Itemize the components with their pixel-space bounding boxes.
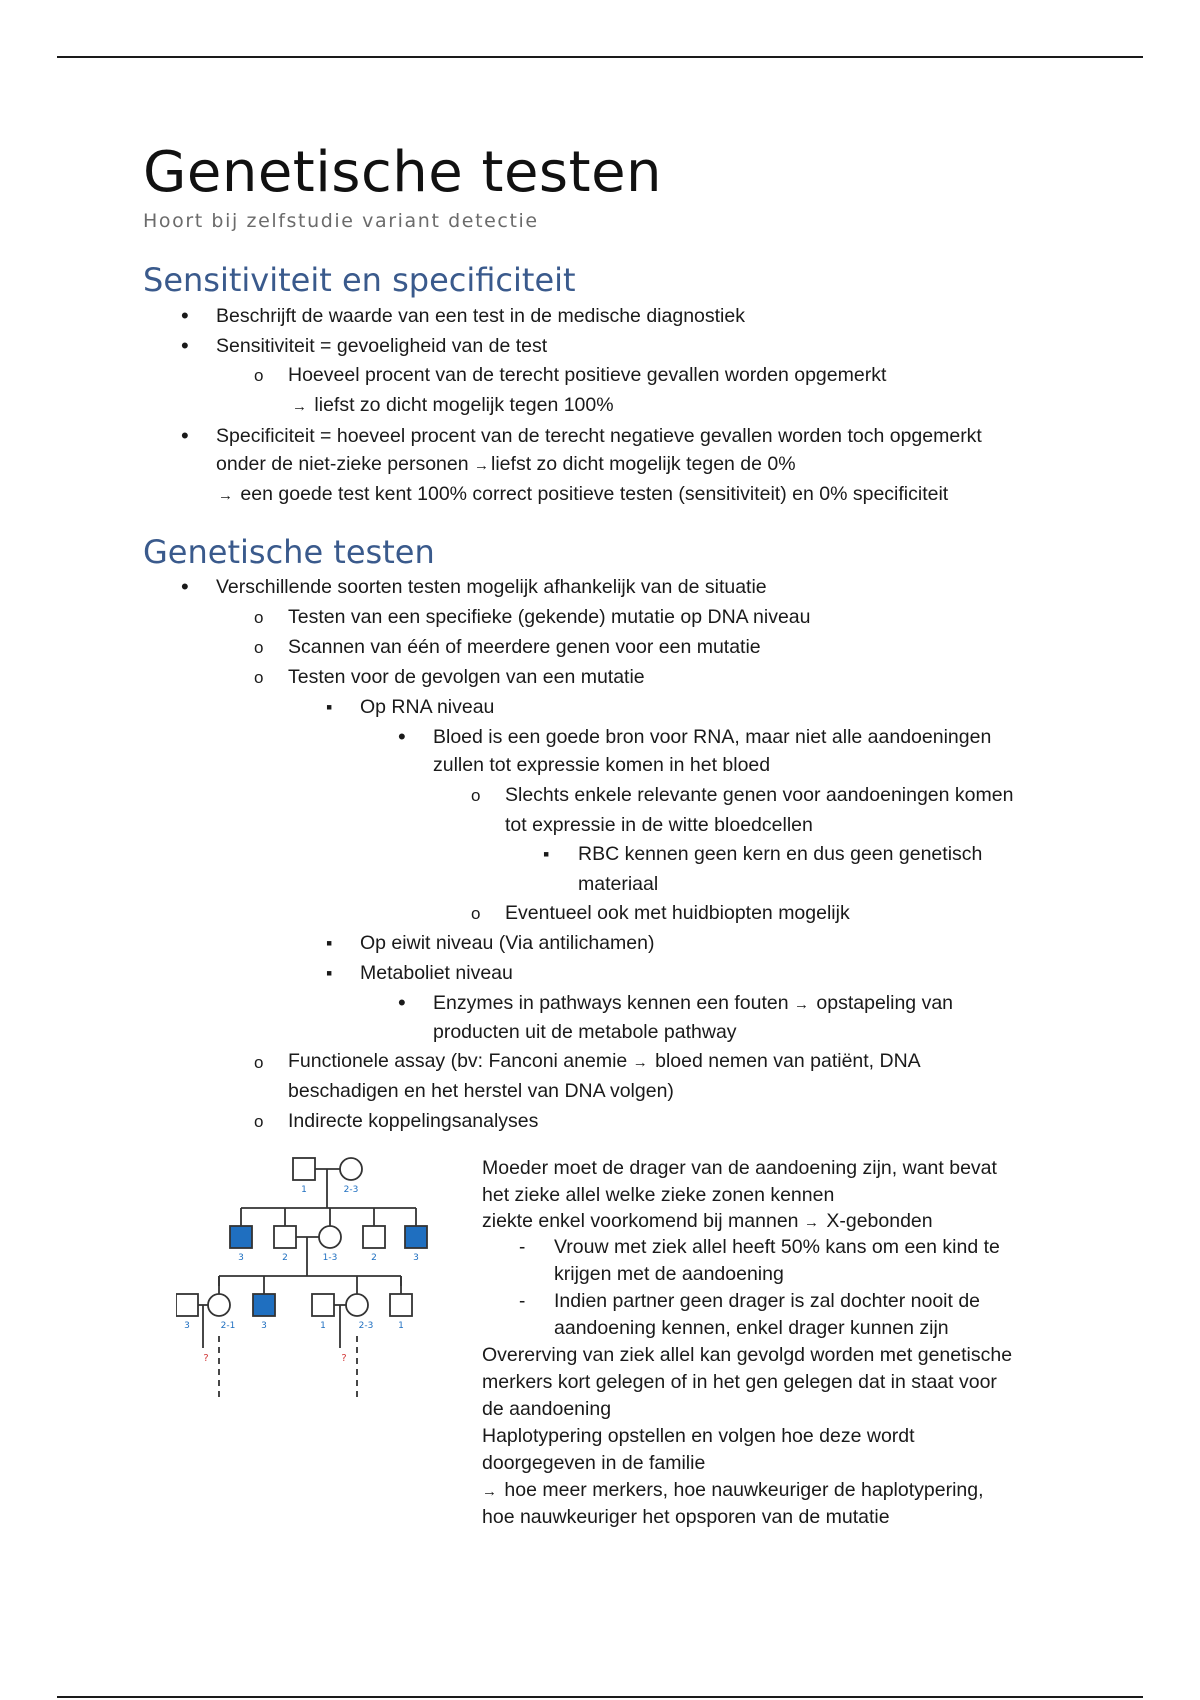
bullet-dash [519, 1288, 525, 1316]
list-item: Sensitiviteit = gevoeligheid van de test [216, 335, 548, 357]
page-subtitle: Hoort bij zelfstudie variant detectie [143, 210, 539, 232]
pedigree-male-unaffected [312, 1294, 334, 1316]
pedigree-label: 1 [301, 1185, 307, 1195]
list-item: Enzymes in pathways kennen een fouten → opstapeling van [433, 992, 954, 1014]
arrow-icon: → [803, 1214, 819, 1231]
page-title: Genetische testen [143, 140, 663, 205]
arrow-icon: → [474, 457, 490, 474]
list-item: Op eiwit niveau (Via antilichamen) [360, 932, 655, 954]
list-item: Eventueel ook met huidbiopten mogelijk [505, 902, 850, 924]
list-item: Slechts enkele relevante genen voor aandoeningen komen [505, 784, 1014, 806]
list-item-continuation: zullen tot expressie komen in het bloed [433, 754, 771, 776]
pedigree-female-carrier [319, 1226, 341, 1248]
side-text: de aandoening [482, 1398, 612, 1420]
arrow-icon: → [482, 1483, 497, 1500]
list-item: Functionele assay (bv: Fanconi anemie → bloed nemen van patiënt, DNA [288, 1050, 921, 1072]
bullet-circle [254, 604, 263, 632]
bullet-circle [254, 634, 263, 662]
side-text: Overerving van ziek allel kan gevolgd worden met genetische [482, 1344, 1013, 1366]
pedigree-female-carrier [340, 1158, 362, 1180]
list-item-continuation: onder de niet-zieke personen → liefst zo dicht mogelijk tegen de 0% [216, 453, 796, 475]
bullet-circle [254, 1049, 263, 1077]
bullet-square [543, 840, 549, 869]
bullet-disc [398, 723, 406, 753]
bullet-circle [471, 900, 480, 928]
arrow-icon: → [632, 1054, 648, 1071]
side-text: Moeder moet de drager van de aandoening zijn, want bevat [482, 1157, 997, 1179]
bullet-square [326, 929, 332, 958]
side-text: merkers kort gelegen of in het gen gelegen dat in staat voor [482, 1371, 997, 1393]
list-item: Testen voor de gevolgen van een mutatie [288, 666, 645, 688]
section-heading-genetic-tests: Genetische testen [143, 533, 435, 571]
side-text: → hoe meer merkers, hoe nauwkeuriger de haplotypering, [482, 1479, 984, 1501]
list-item: Bloed is een goede bron voor RNA, maar niet alle aandoeningen [433, 726, 992, 748]
section-heading-sensitivity: Sensitiviteit en specificiteit [143, 261, 576, 299]
list-item-continuation: tot expressie in de witte bloedcellen [505, 814, 813, 836]
top-rule [57, 56, 1143, 58]
side-list-item: Vrouw met ziek allel heeft 50% kans om een kind te [554, 1236, 1000, 1258]
pedigree-male-unaffected [363, 1226, 385, 1248]
list-item: Op RNA niveau [360, 696, 495, 718]
pedigree-label: 2-1 [220, 1321, 236, 1331]
side-text: hoe nauwkeuriger het opsporen van de mutatie [482, 1506, 890, 1528]
list-item-continuation: producten uit de metabole pathway [433, 1021, 737, 1043]
pedigree-label: 3 [184, 1321, 190, 1331]
list-item-continuation: beschadigen en het herstel van DNA volgen) [288, 1080, 674, 1102]
pedigree-label: 1 [320, 1321, 326, 1331]
bullet-disc [398, 989, 406, 1019]
pedigree-male-affected [230, 1226, 252, 1248]
list-item: Beschrijft de waarde van een test in de medische diagnostiek [216, 305, 745, 327]
list-item: Specificiteit = hoeveel procent van de terecht negatieve gevallen worden toch opgemerkt [216, 425, 982, 447]
bullet-dash [519, 1234, 525, 1262]
side-text: doorgegeven in de familie [482, 1452, 706, 1474]
bullet-square [326, 959, 332, 988]
pedigree-label: 2 [371, 1253, 377, 1263]
pedigree-male-unaffected [176, 1294, 198, 1316]
pedigree-label: 1 [398, 1321, 404, 1331]
list-item: Scannen van één of meerdere genen voor een mutatie [288, 636, 761, 658]
side-list-item-continuation: krijgen met de aandoening [554, 1263, 784, 1285]
list-item-continuation: → een goede test kent 100% correct positieve testen (sensitiviteit) en 0% specificiteit [218, 483, 949, 505]
pedigree-label: 1-3 [322, 1253, 338, 1263]
list-item: Verschillende soorten testen mogelijk afhankelijk van de situatie [216, 576, 767, 598]
side-text: ziekte enkel voorkomend bij mannen → X-gebonden [482, 1210, 933, 1232]
pedigree-unknown-mark: ? [203, 1353, 209, 1364]
side-text: Haplotypering opstellen en volgen hoe deze wordt [482, 1425, 915, 1447]
arrow-icon: → [793, 996, 809, 1013]
list-item: RBC kennen geen kern en dus geen genetisch [578, 843, 983, 865]
pedigree-female-carrier [346, 1294, 368, 1316]
pedigree-label: 3 [238, 1253, 244, 1263]
bullet-circle [254, 362, 263, 390]
side-list-item: Indien partner geen drager is zal dochter nooit de [554, 1290, 981, 1312]
pedigree-label: 3 [261, 1321, 267, 1331]
pedigree-male-unaffected [390, 1294, 412, 1316]
list-item-continuation: materiaal [578, 873, 659, 895]
pedigree-label: 2 [282, 1253, 288, 1263]
pedigree-diagram [176, 1148, 456, 1408]
bullet-square [326, 693, 332, 722]
pedigree-male-affected [405, 1226, 427, 1248]
side-list-item-continuation: aandoening kennen, enkel drager kunnen zijn [554, 1317, 949, 1339]
pedigree-female-carrier [208, 1294, 230, 1316]
side-text: het zieke allel welke zieke zonen kennen [482, 1184, 835, 1206]
pedigree-label: 3 [413, 1253, 419, 1263]
list-item: Indirecte koppelingsanalyses [288, 1110, 539, 1132]
bullet-disc [181, 422, 189, 452]
bullet-disc [181, 302, 189, 332]
pedigree-label: 2-3 [343, 1185, 359, 1195]
list-item: Hoeveel procent van de terecht positieve gevallen worden opgemerkt [288, 364, 887, 386]
pedigree-unknown-mark: ? [341, 1353, 347, 1364]
bullet-circle [471, 782, 480, 810]
bullet-circle [254, 664, 263, 692]
arrow-icon: → [292, 398, 307, 415]
pedigree-male-unaffected [274, 1226, 296, 1248]
bullet-circle [254, 1108, 263, 1136]
list-item-continuation: → liefst zo dicht mogelijk tegen 100% [292, 394, 614, 416]
bottom-rule [57, 1696, 1143, 1698]
list-item: Metaboliet niveau [360, 962, 513, 984]
pedigree-male-unaffected [293, 1158, 315, 1180]
list-item: Testen van een specifieke (gekende) mutatie op DNA niveau [288, 606, 811, 628]
arrow-icon: → [218, 487, 233, 504]
pedigree-male-affected [253, 1294, 275, 1316]
bullet-disc [181, 332, 189, 362]
pedigree-label: 2-3 [358, 1321, 374, 1331]
bullet-disc [181, 573, 189, 603]
